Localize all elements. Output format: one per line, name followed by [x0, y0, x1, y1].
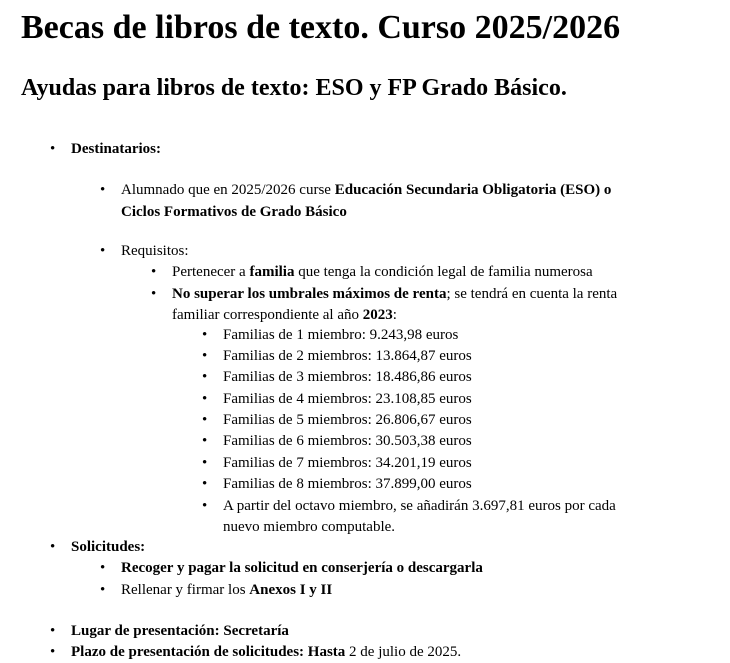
- umbral-item-4: Familias de 4 miembros: 23.108,85 euros: [223, 391, 472, 407]
- requisitos-label: Requisitos:: [121, 243, 189, 259]
- renta-text-1: ; se tendrá en cuenta la renta: [446, 286, 618, 302]
- solicitudes-heading: [71, 537, 145, 558]
- bullet-familia: •: [151, 264, 157, 280]
- umbral-item-2: Familias de 2 miembros: 13.864,87 euros: [223, 348, 472, 364]
- renta-line-2: [172, 305, 397, 326]
- umbral-item-1: Familias de 1 miembro: 9.243,98 euros: [223, 327, 459, 343]
- bullet-umbral-7: •: [202, 455, 208, 471]
- octavo-line-2: nuevo miembro computable.: [223, 519, 396, 535]
- alumnado-ciclos: Ciclos Formativos de Grado Básico: [121, 204, 347, 220]
- familia-text-1: Pertenecer a: [172, 264, 250, 280]
- bullet-rellenar: •: [100, 582, 106, 598]
- bullet-alumnado: •: [100, 182, 106, 198]
- bullet-umbral-6: •: [202, 433, 208, 449]
- rellenar-line: [121, 580, 332, 601]
- page-subtitle: Ayudas para libros de texto: ESO y FP Grado Básico.: [21, 75, 567, 101]
- renta-year: 2023: [362, 307, 393, 323]
- lugar-line: [71, 621, 289, 642]
- solicitudes-label: Solicitudes:: [71, 539, 146, 555]
- umbral-item-5: Familias de 5 miembros: 26.806,67 euros: [223, 412, 472, 428]
- familia-text-2: que tenga la condición legal de familia numerosa: [294, 264, 593, 280]
- bullet-umbral-4: •: [202, 391, 208, 407]
- plazo-date: 2 de julio de 2025.: [345, 644, 462, 660]
- renta-line-1: [172, 284, 617, 305]
- page-title: Becas de libros de texto. Curso 2025/2026: [21, 9, 621, 46]
- bullet-requisitos: •: [100, 243, 106, 259]
- familia-bold: familia: [249, 264, 295, 280]
- plazo-hasta: Hasta: [304, 644, 346, 660]
- umbral-item-7: Familias de 7 miembros: 34.201,19 euros: [223, 455, 472, 471]
- plazo-line: [71, 642, 461, 663]
- recoger-text: Recoger y pagar la solicitud en conserjería o descargarla: [121, 560, 483, 576]
- bullet-umbral-2: •: [202, 348, 208, 364]
- bullet-recoger: •: [100, 560, 106, 576]
- renta-text-2: familiar correspondiente al año: [172, 307, 363, 323]
- alumnado-line-1: [121, 180, 611, 201]
- familia-line: [172, 262, 593, 283]
- rellenar-text: Rellenar y firmar los: [121, 582, 250, 598]
- rellenar-anexos: Anexos I y II: [249, 582, 333, 598]
- plazo-label: Plazo de presentación de solicitudes:: [71, 644, 305, 660]
- bullet-umbral-3: •: [202, 369, 208, 385]
- umbral-item-6: Familias de 6 miembros: 30.503,38 euros: [223, 433, 472, 449]
- renta-bold: No superar los umbrales máximos de renta: [172, 286, 447, 302]
- bullet-plazo: •: [50, 644, 56, 660]
- bullet-umbral-8: •: [202, 476, 208, 492]
- umbral-item-8: Familias de 8 miembros: 37.899,00 euros: [223, 476, 472, 492]
- octavo-line-1: A partir del octavo miembro, se añadirán 3.697,81 euros por cada: [223, 498, 616, 514]
- alumnado-text: Alumnado que en 2025/2026 curse: [121, 182, 335, 198]
- recoger-line: [121, 558, 483, 579]
- destinatarios-label: Destinatarios:: [71, 141, 161, 157]
- alumnado-line-2: [121, 202, 347, 223]
- bullet-destinatarios: •: [50, 141, 56, 157]
- bullet-umbral-5: •: [202, 412, 208, 428]
- bullet-octavo: •: [202, 498, 208, 514]
- bullet-renta: •: [151, 286, 157, 302]
- renta-colon: :: [392, 307, 397, 323]
- lugar-label: Lugar de presentación: Secretaría: [71, 623, 289, 639]
- bullet-umbral-1: •: [202, 327, 208, 343]
- umbral-item-3: Familias de 3 miembros: 18.486,86 euros: [223, 369, 472, 385]
- destinatarios-heading: [71, 139, 161, 160]
- bullet-solicitudes: •: [50, 539, 56, 555]
- bullet-lugar: •: [50, 623, 56, 639]
- alumnado-eso: Educación Secundaria Obligatoria (ESO) o: [334, 182, 612, 198]
